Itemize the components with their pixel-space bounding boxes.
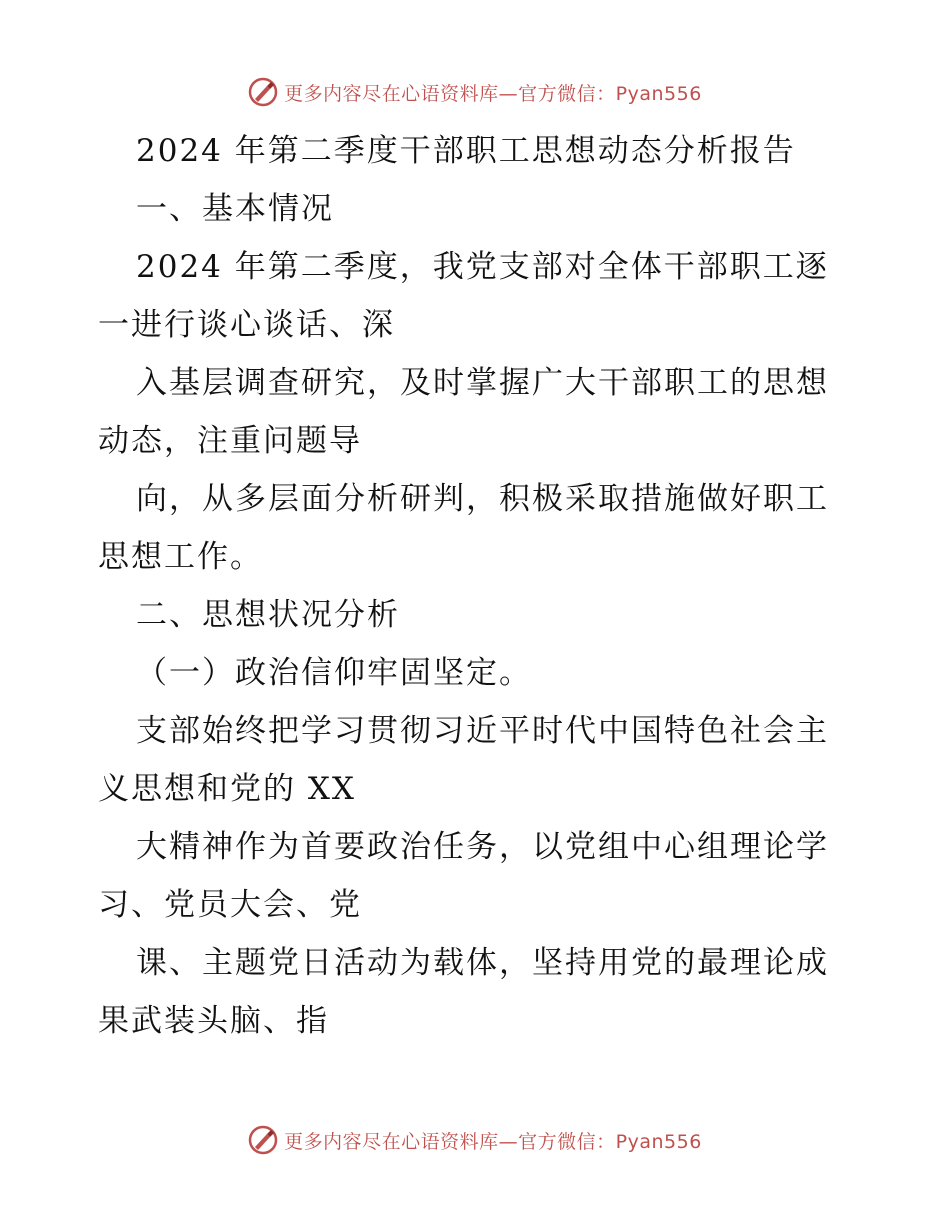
text-line: （一）政治信仰牢固坚定。 xyxy=(136,655,532,691)
text-line: 二、思想状况分析 xyxy=(136,597,400,633)
text-line: 动态，注重问题导 xyxy=(98,423,362,459)
text-line: 一进行谈心谈话、深 xyxy=(98,307,395,343)
text-line: 习、党员大会、党 xyxy=(98,887,362,923)
footer-watermark xyxy=(0,1120,950,1160)
text-line: 思想工作。 xyxy=(98,539,263,575)
document-body xyxy=(98,122,858,1050)
text-line: 果武装头脑、指 xyxy=(98,1003,329,1039)
text-line: 课、主题党日活动为载体，坚持用党的最理论成 xyxy=(136,945,829,981)
text-line: 2024 年第二季度，我党支部对全体干部职工逐 xyxy=(136,249,829,285)
text-line: 大精神作为首要政治任务，以党组中心组理论学 xyxy=(136,829,829,865)
text-line: 入基层调查研究，及时掌握广大干部职工的思想 xyxy=(136,365,829,401)
pen-logo-icon xyxy=(248,1125,278,1155)
watermark-text: 更多内容尽在心语资料库—官方微信：Pyan556 xyxy=(284,82,702,105)
text-line: 2024 年第二季度干部职工思想动态分析报告 xyxy=(136,133,796,169)
watermark-text: 更多内容尽在心语资料库—官方微信：Pyan556 xyxy=(284,1130,702,1153)
pen-logo-icon xyxy=(248,77,278,107)
text-line: 支部始终把学习贯彻习近平时代中国特色社会主 xyxy=(136,713,829,749)
text-line: 一、基本情况 xyxy=(136,191,334,227)
header-watermark xyxy=(0,72,950,112)
text-line: 向，从多层面分析研判，积极采取措施做好职工 xyxy=(136,481,829,517)
text-line: 义思想和党的 XX xyxy=(98,771,356,807)
